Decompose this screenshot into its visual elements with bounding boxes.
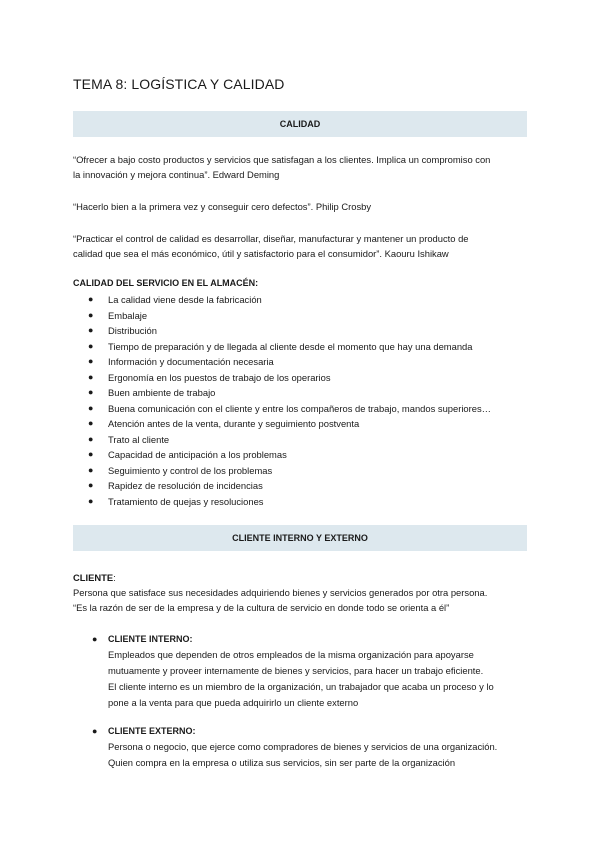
bullet-icon: ● <box>88 418 94 428</box>
list-item <box>88 292 491 308</box>
section-band-cliente <box>73 525 527 551</box>
bullet-icon: ● <box>88 325 94 335</box>
cliente-externo-body <box>108 739 532 771</box>
cliente-externo-heading <box>92 724 532 739</box>
list-item-text: La calidad viene desde la fabricación <box>108 294 262 305</box>
list-item-text: Información y documentación necesaria <box>108 356 274 367</box>
section-band-calidad-label: CALIDAD <box>279 119 321 129</box>
bullet-icon: ● <box>88 371 94 382</box>
bullet-icon: ● <box>88 294 94 304</box>
cliente-interno-title: CLIENTE INTERNO: <box>108 634 193 644</box>
bullet-list-calidad <box>88 292 491 509</box>
bullet-icon: ● <box>88 402 94 413</box>
bullet-icon: ● <box>88 495 94 506</box>
list-item-text: Seguimiento y control de los problemas <box>108 464 273 476</box>
bullet-icon: ● <box>92 726 98 736</box>
list-item-text: Distribución <box>108 325 157 336</box>
cliente-externo-section <box>92 724 532 771</box>
list-item <box>88 447 491 463</box>
bullet-icon: ● <box>88 433 94 444</box>
quote-deming-line-2: la innovación y mejora continua”. Edward Deming <box>73 169 280 180</box>
list-item <box>88 370 491 386</box>
quote-ishikawa <box>73 231 533 261</box>
cliente-interno-line-3: El cliente interno es un miembro de la organización, un trabajador que acaba un proceso y lo <box>108 681 494 692</box>
cliente-interno-line-1: Empleados que dependen de otros empleados de la misma organización para apoyarse <box>108 649 474 660</box>
list-item <box>88 308 491 324</box>
bullet-icon: ● <box>88 356 94 366</box>
cliente-externo-line-2: Quien compra en la empresa o utiliza sus servicios, sin ser parte de la organización <box>108 757 456 768</box>
list-item-text: Embalaje <box>108 309 148 321</box>
list-item-text: Trato al cliente <box>108 433 170 445</box>
cliente-interno-body <box>108 647 532 711</box>
list-item-text: Buena comunicación con el cliente y entre los compañeros de trabajo, mandos superiores… <box>108 402 492 414</box>
cliente-interno-heading <box>92 632 532 647</box>
list-item <box>88 463 491 479</box>
page-title: TEMA 8: LOGÍSTICA Y CALIDAD <box>73 76 285 92</box>
bullet-icon: ● <box>92 634 98 644</box>
list-item <box>88 339 491 355</box>
quote-deming <box>73 152 533 182</box>
cliente-label-line <box>73 570 533 585</box>
cliente-interno-line-4: pone a la venta para que pueda adquirirlo un cliente externo <box>108 697 359 708</box>
cliente-def-line-1: Persona que satisface sus necesidades adquiriendo bienes y servicios generados por otra persona. <box>73 587 488 598</box>
subheading-calidad-servicio: CALIDAD DEL SERVICIO EN EL ALMACÉN: <box>73 278 259 288</box>
list-item-text: Tratamiento de quejas y resoluciones <box>108 495 264 507</box>
list-item <box>88 323 491 339</box>
section-band-cliente-label: CLIENTE INTERNO Y EXTERNO <box>232 533 368 543</box>
list-item-text: Buen ambiente de trabajo <box>108 387 216 398</box>
list-item <box>88 401 491 417</box>
cliente-interno-line-2: mutuamente y proveer internamente de bienes y servicios, para hacer un trabajo eficiente. <box>108 665 484 676</box>
bullet-icon: ● <box>88 449 94 459</box>
bullet-icon: ● <box>88 387 94 397</box>
list-item-text: Rapidez de resolución de incidencias <box>108 480 263 491</box>
bullet-icon: ● <box>88 464 94 475</box>
bullet-icon: ● <box>88 340 94 351</box>
bullet-icon: ● <box>88 309 94 320</box>
quote-ishikawa-line-2: calidad que sea el más económico, útil y satisfactorio para el consumidor”. Kaouru Ishikaw <box>73 248 449 259</box>
section-band-calidad <box>73 111 527 137</box>
list-item <box>88 385 491 401</box>
quote-crosby-line-1: “Hacerlo bien a la primera vez y conseguir cero defectos”. Philip Crosby <box>73 201 372 212</box>
list-item <box>88 354 491 370</box>
list-item <box>88 494 491 510</box>
list-item-text: Atención antes de la venta, durante y seguimiento postventa <box>108 418 360 429</box>
list-item-text: Capacidad de anticipación a los problemas <box>108 449 287 460</box>
list-item-text: Ergonomía en los puestos de trabajo de los operarios <box>108 371 331 383</box>
list-item <box>88 416 491 432</box>
cliente-definition <box>73 570 533 615</box>
cliente-externo-line-1: Persona o negocio, que ejerce como compradores de bienes y servicios de una organización. <box>108 741 498 752</box>
quote-ishikawa-line-1: “Practicar el control de calidad es desarrollar, diseñar, manufacturar y mantener un producto de <box>73 233 469 244</box>
cliente-label-colon: : <box>113 572 116 583</box>
cliente-interno-section <box>92 632 532 711</box>
bullet-icon: ● <box>88 480 94 490</box>
cliente-externo-title: CLIENTE EXTERNO: <box>108 726 196 736</box>
list-item <box>88 478 491 494</box>
quote-deming-line-1: “Ofrecer a bajo costo productos y servicios que satisfagan a los clientes. Implica un compromiso con <box>73 154 491 165</box>
list-item-text: Tiempo de preparación y de llegada al cliente desde el momento que hay una demanda <box>108 340 473 352</box>
cliente-def-line-2: “Es la razón de ser de la empresa y de la cultura de servicio en donde todo se orienta a él” <box>73 602 450 613</box>
list-item <box>88 432 491 448</box>
cliente-label: CLIENTE <box>73 572 114 583</box>
quote-crosby <box>73 199 533 214</box>
